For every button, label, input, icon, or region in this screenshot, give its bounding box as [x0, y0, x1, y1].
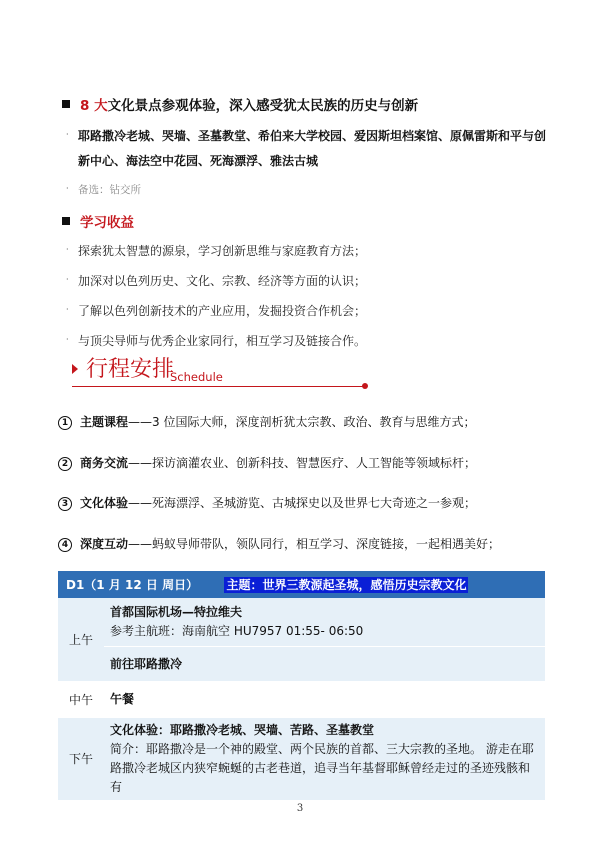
feature-label: 深度互动 — [80, 537, 129, 551]
benefits-heading-text: 学习收益 — [80, 215, 134, 231]
dot-bullet-icon: · — [66, 130, 69, 139]
dot-bullet-icon: · — [66, 184, 69, 193]
row-title: 午餐 — [104, 681, 545, 718]
schedule-title: 行程安排 — [86, 357, 175, 382]
table-row — [58, 647, 545, 682]
day-header-cell — [58, 571, 545, 598]
feature-text: ——探访滴灌农业、创新科技、智慧医疗、人工智能等领域标杆； — [128, 456, 477, 470]
spots-count: 8 大 — [80, 98, 108, 114]
feature-text: ——3 位国际大师，深度剖析犹太宗教、政治、教育与思维方式； — [128, 415, 476, 429]
page-number: 3 — [296, 803, 304, 814]
spots-heading — [62, 94, 418, 114]
benefits-heading — [62, 211, 134, 231]
benefit-item: 加深对以色列历史、文化、宗教、经济等方面的认识； — [78, 274, 367, 288]
feature-text: ——蚂蚁导师带队，领队同行，相互学习、深度链接，一起相遇美好； — [128, 537, 501, 551]
spots-heading-text: 文化景点参观体验，深入感受犹太民族的历史与创新 — [107, 98, 419, 114]
day-label: D1（1 月 12 日 周日） — [66, 578, 199, 592]
benefit-item: 了解以色列创新技术的产业应用，发掘投资合作机会； — [78, 304, 367, 318]
row-title: 首都国际机场—特拉维夫 — [110, 605, 243, 619]
content-cell — [104, 598, 545, 647]
day-theme: 主题：世界三教源起圣城，感悟历史宗教文化 — [226, 578, 467, 592]
divider-dot-icon — [362, 383, 368, 389]
benefit-item: 探索犹太智慧的源泉，学习创新思维与家庭教育方法； — [78, 244, 367, 258]
schedule-subtitle: Schedule — [170, 370, 223, 384]
dot-bullet-icon: · — [66, 305, 69, 314]
benefit-item: 与顶尖导师与优秀企业家同行，相互学习及链接合作。 — [78, 334, 367, 348]
dot-bullet-icon: · — [66, 275, 69, 284]
itinerary-table — [58, 571, 545, 800]
square-bullet-icon — [62, 100, 70, 108]
dot-bullet-icon: · — [66, 245, 69, 254]
time-cell: 下午 — [58, 718, 104, 800]
table-row — [58, 718, 545, 800]
row-title: 前往耶路撒冷 — [104, 647, 545, 682]
spots-list: 耶路撒冷老城、哭墙、圣墓教堂、希伯来大学校园、爱因斯坦档案馆、原佩雷斯和平与创新中心、海法空中花园、死海漂浮、雅法古城 — [78, 129, 547, 168]
feature-label: 主题课程 — [80, 415, 129, 429]
feature-label: 商务交流 — [80, 456, 129, 470]
content-cell — [104, 718, 545, 800]
table-row — [58, 681, 545, 718]
row-title: 文化体验：耶路撒冷老城、哭墙、苦路、圣墓教堂 — [110, 722, 375, 737]
feature-item — [58, 535, 500, 552]
flight-info: 参考主航班：海南航空 HU7957 01:55- 06:50 — [110, 624, 364, 638]
circled-number-icon: 1 — [58, 416, 72, 430]
feature-item — [58, 454, 476, 471]
time-cell: 中午 — [58, 681, 104, 718]
schedule-divider — [72, 386, 364, 387]
play-arrow-icon — [72, 364, 78, 374]
spots-alternate: 备选：钻交所 — [78, 184, 141, 196]
row-description: 简介：耶路撒冷是一个神的殿堂、两个民族的首都、三大宗教的圣地。 游走在耶路撒冷老城区内狭窄蜿蜒的古老巷道，追寻当年基督耶稣曾经走过的圣迹残骸和有 — [110, 741, 534, 794]
circled-number-icon: 3 — [58, 497, 72, 511]
feature-text: ——死海漂浮、圣城游览、古城探史以及世界七大奇迹之一参观； — [128, 496, 477, 510]
square-bullet-icon — [62, 217, 70, 225]
time-cell: 上午 — [58, 598, 104, 681]
feature-item — [58, 413, 475, 430]
feature-item — [58, 494, 476, 511]
dot-bullet-icon: · — [66, 335, 69, 344]
circled-number-icon: 2 — [58, 457, 72, 471]
feature-label: 文化体验 — [80, 496, 129, 510]
table-row — [58, 598, 545, 647]
day-header-row — [58, 571, 545, 598]
circled-number-icon: 4 — [58, 538, 72, 552]
